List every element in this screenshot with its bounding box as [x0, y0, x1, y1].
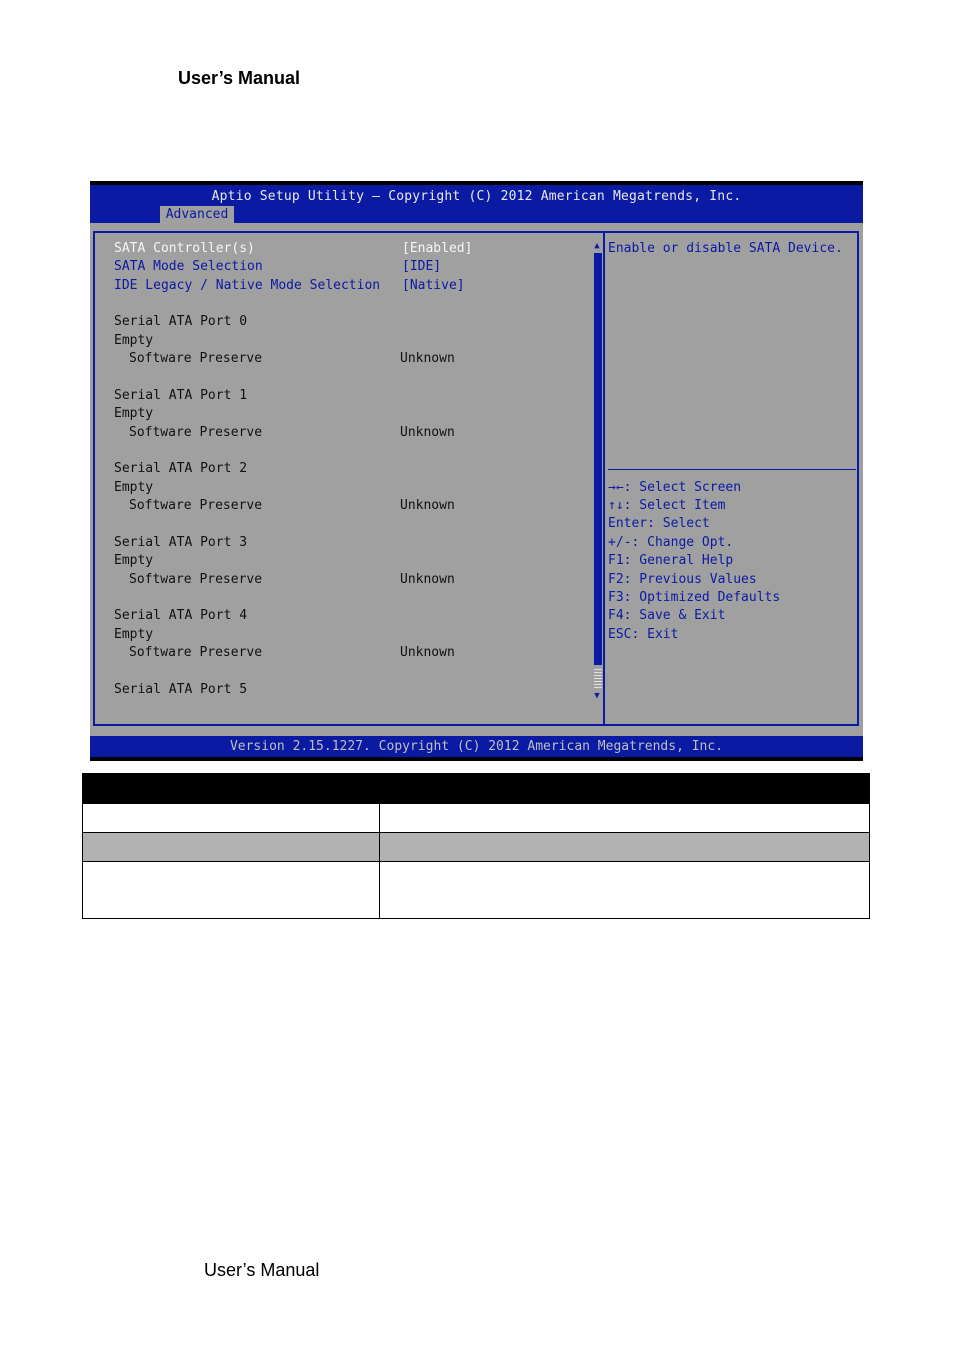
scroll-up-icon[interactable]: ▲ — [594, 241, 600, 251]
port-title: Serial ATA Port 2 — [114, 461, 248, 476]
port-title: Serial ATA Port 3 — [114, 535, 248, 550]
table-cell — [83, 804, 380, 833]
port-status: Empty — [114, 553, 154, 568]
setting-sata-controller-value[interactable]: [Enabled] — [402, 241, 473, 256]
port-title: Serial ATA Port 4 — [114, 608, 248, 623]
port-sub-value: Unknown — [400, 351, 455, 366]
help-text: Enable or disable SATA Device. — [608, 241, 843, 256]
page-header: User’s Manual — [178, 68, 301, 88]
port-status: Empty — [114, 406, 154, 421]
key-hint: F4: Save & Exit — [608, 608, 726, 623]
port-sub-label: Software Preserve — [129, 351, 263, 366]
table-header-row — [83, 774, 870, 804]
port-title: Serial ATA Port 0 — [114, 314, 248, 329]
port-sub-label: Software Preserve — [129, 645, 263, 660]
key-hint: →←: Select Screen — [608, 480, 742, 495]
bios-title-bar — [90, 185, 863, 223]
tab-advanced[interactable]: Advanced — [160, 206, 234, 223]
port-sub-value: Unknown — [400, 645, 455, 660]
help-separator — [608, 469, 856, 470]
port-sub-value: Unknown — [400, 572, 455, 587]
table-row — [83, 862, 870, 919]
key-hint: F3: Optimized Defaults — [608, 590, 781, 605]
options-table — [82, 773, 870, 919]
setting-ide-legacy-label[interactable]: IDE Legacy / Native Mode Selection — [114, 278, 381, 293]
port-title: Serial ATA Port 5 — [114, 682, 248, 697]
table-cell — [83, 833, 380, 862]
bios-screenshot — [90, 181, 863, 761]
table-row — [83, 833, 870, 862]
table-cell — [83, 862, 380, 919]
key-hint: Enter: Select — [608, 516, 710, 531]
port-status: Empty — [114, 480, 154, 495]
scrollbar[interactable] — [592, 241, 602, 701]
port-sub-label: Software Preserve — [129, 425, 263, 440]
table-header-cell — [83, 774, 380, 804]
port-sub-label: Software Preserve — [129, 498, 263, 513]
key-hint: F2: Previous Values — [608, 572, 757, 587]
setting-sata-controller-label[interactable]: SATA Controller(s) — [114, 241, 255, 256]
port-status: Empty — [114, 333, 154, 348]
setting-ide-legacy-value[interactable]: [Native] — [402, 278, 465, 293]
bios-title: Aptio Setup Utility – Copyright (C) 2012 American Megatrends, Inc. — [211, 189, 742, 204]
scroll-grip[interactable] — [594, 669, 602, 689]
table-cell — [380, 833, 870, 862]
port-sub-value: Unknown — [400, 425, 455, 440]
table-row — [83, 804, 870, 833]
key-hint: ↑↓: Select Item — [608, 498, 726, 513]
port-status: Empty — [114, 627, 154, 642]
bios-body — [90, 223, 863, 736]
port-sub-label: Software Preserve — [129, 572, 263, 587]
bios-version-bar: Version 2.15.1227. Copyright (C) 2012 American Megatrends, Inc. — [90, 736, 863, 757]
table-header-cell — [380, 774, 870, 804]
table-cell — [380, 804, 870, 833]
scroll-thumb[interactable] — [594, 253, 602, 665]
table-cell — [380, 862, 870, 919]
setting-sata-mode-label[interactable]: SATA Mode Selection — [114, 259, 263, 274]
port-sub-value: Unknown — [400, 498, 455, 513]
bios-divider — [603, 231, 605, 726]
key-hint: F1: General Help — [608, 553, 734, 568]
key-hint: ESC: Exit — [608, 627, 679, 642]
page-footer: User’s Manual — [204, 1260, 320, 1280]
scroll-track[interactable] — [594, 253, 602, 689]
port-title: Serial ATA Port 1 — [114, 388, 248, 403]
key-hint: +/-: Change Opt. — [608, 535, 734, 550]
scroll-down-icon[interactable]: ▼ — [594, 691, 600, 701]
setting-sata-mode-value[interactable]: [IDE] — [402, 259, 442, 274]
